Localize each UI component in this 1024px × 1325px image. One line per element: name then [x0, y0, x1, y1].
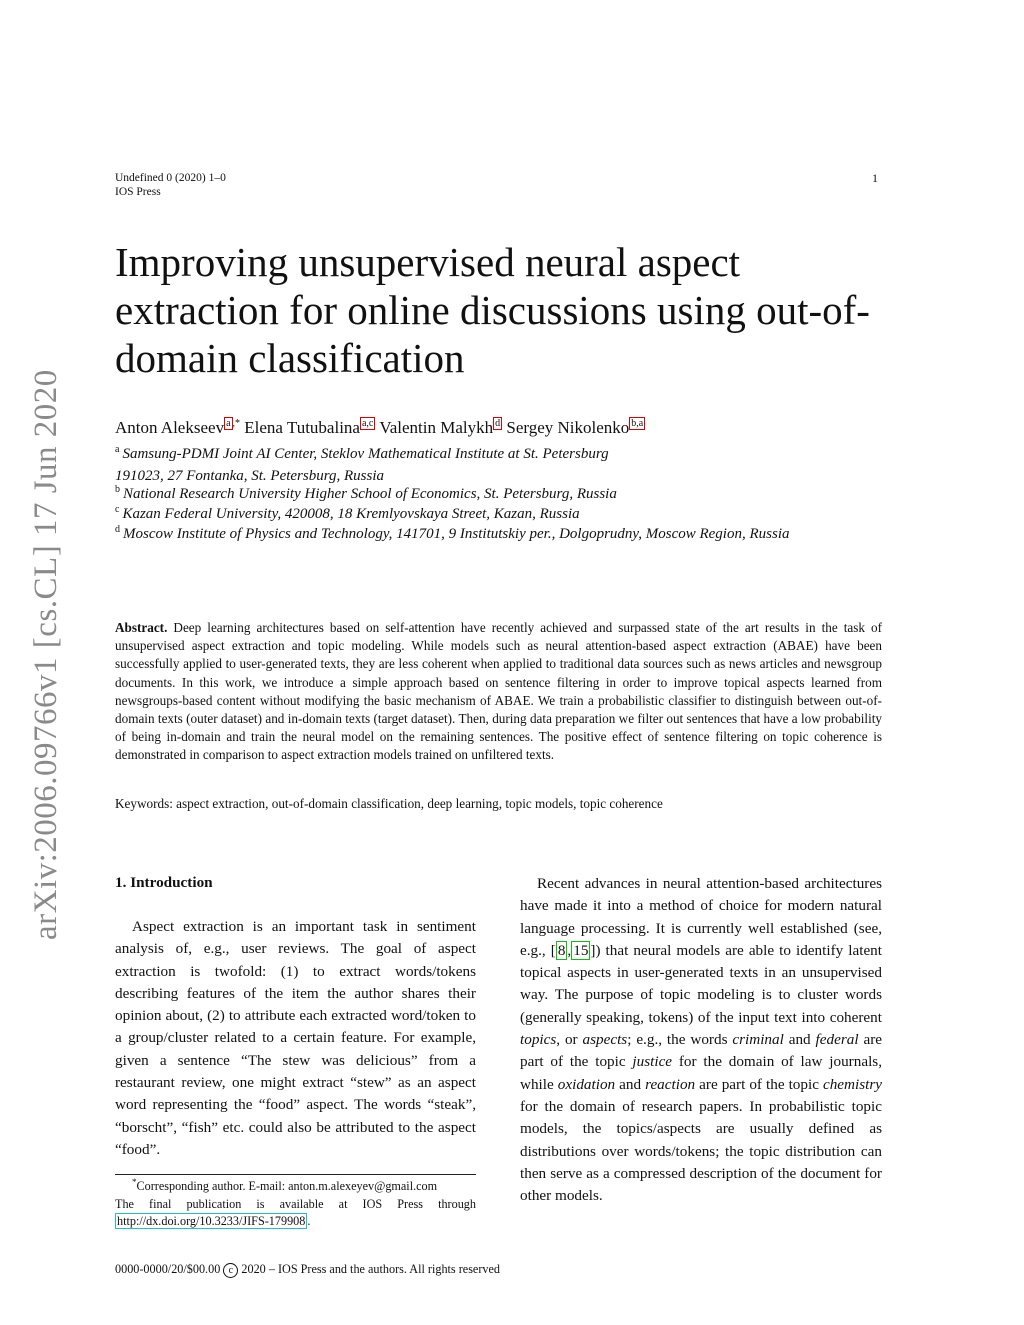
affiliation [115, 504, 895, 526]
affiliation [115, 484, 895, 506]
affiliation [115, 444, 895, 486]
affiliation-link[interactable]: a,c [361, 418, 374, 429]
affiliation-text: Kazan Federal University, 420008, 18 Kremlyovskaya Street, Kazan, Russia [122, 506, 580, 522]
footer-rights: 2020 – IOS Press and the authors. All rights reserved [241, 1262, 500, 1276]
keywords: Keywords: aspect extraction, out-of-domain classification, deep learning, topic models, topic coherence [115, 796, 663, 811]
doi-link[interactable]: http://dx.doi.org/10.3233/JIFS-179908 [117, 1214, 306, 1228]
affiliation-letter: b [115, 484, 120, 495]
affiliation-link[interactable]: a [226, 418, 231, 429]
paper-title: Improving unsupervised neural aspect extraction for online discussions using out-of-domain classification [115, 239, 870, 381]
affiliation-link[interactable]: d [495, 418, 501, 429]
affiliation-text: 191023, 27 Fontanka, St. Petersburg, Russia [115, 468, 385, 484]
text-run: and [615, 1075, 646, 1093]
affiliation-letter: d [115, 524, 120, 535]
footer-code: 0000-0000/20/$00.00 [115, 1262, 221, 1276]
italic-term: oxidation [557, 1075, 616, 1093]
running-header [115, 171, 226, 199]
journal-line: Undefined 0 (2020) 1–0 [115, 172, 226, 184]
author-name: Valentin Malykh [379, 418, 494, 437]
copyright-footer [115, 1262, 500, 1278]
abstract [115, 619, 882, 765]
italic-term: federal [815, 1031, 859, 1049]
footnote-end: . [307, 1214, 311, 1228]
section-heading: 1. Introduction [115, 874, 213, 891]
citation-link[interactable]: 15 [573, 941, 589, 959]
publisher: IOS Press [115, 186, 161, 198]
footnote-marker: * [132, 1177, 137, 1187]
text-run: ]) that neural models are able to identify latent topical aspects in user-generated texts in an unsupervised way. The purpose of topic modeling is to cluster words (generally speaking, tokens) of the input text into coherent [520, 941, 882, 1026]
affiliation-link[interactable]: b,a [631, 418, 644, 429]
text-run: , or [556, 1031, 583, 1049]
text-run: for the domain of law journals, while [520, 1053, 883, 1093]
text-run: are part of the topic [520, 1031, 882, 1071]
italic-term: criminal [732, 1031, 784, 1049]
affiliation [115, 524, 895, 546]
copyright-symbol [223, 1263, 238, 1278]
italic-term: justice [632, 1053, 673, 1071]
italic-term: aspects [582, 1031, 628, 1049]
footnote-publication: The final publication is available at IOS Press through [115, 1197, 476, 1211]
text-run: , [567, 941, 572, 959]
text-run: and [783, 1031, 816, 1049]
intro-paragraph-1: Aspect extraction is an important task in sentiment analysis of, e.g., user reviews. The goal of aspect extraction is twofold: (1) to extract words/tokens describing features of the item the author shares their opinion about, (2) to attribute each extracted word/token to a group/cluster related to a certain feature. For example, given a sentence “The stew was delicious” from a restaurant review, one might extract “stew” as an aspect word representing the “food” aspect. The words “steak”, “borscht”, “fish” etc. could also be attributed to the aspect “food”. [115, 918, 476, 1158]
text-run: for the domain of research papers. In probabilistic topic models, the topics/aspects are usually defined as distributions over words/tokens; the topic distribution can then serve as a compressed description of the document for other models. [520, 1097, 882, 1205]
italic-term: chemistry [822, 1075, 882, 1093]
affiliation-text: National Research University Higher School of Economics, St. Petersburg, Russia [123, 486, 617, 502]
footnote [115, 1178, 476, 1230]
affiliation-letter: c [115, 504, 120, 515]
text-run: ; e.g., the words [627, 1031, 733, 1049]
footnote-rule [115, 1174, 476, 1175]
author-name: Elena Tutubalina [244, 418, 360, 437]
footnote-corresponding: Corresponding author. E-mail: anton.m.alexeyev@gmail.com [136, 1179, 438, 1193]
abstract-label: Abstract. [115, 620, 168, 635]
text-run: Recent advances in neural attention-based architectures have made it into a method of choice for modern natural language processing. It is currently well established (see, e.g., [ [520, 875, 882, 959]
page-number: 1 [872, 171, 878, 185]
affiliation-letter: a [115, 444, 120, 455]
arxiv-stamp: arXiv:2006.09766v1 [cs.CL] 17 Jun 2020 [28, 369, 64, 940]
author-name: Sergey Nikolenko [506, 418, 630, 437]
affiliation-text: Samsung-PDMI Joint AI Center, Steklov Mathematical Institute at St. Petersburg [122, 446, 609, 462]
author-marker: ,* [232, 418, 241, 429]
author-list [115, 418, 645, 438]
abstract-text: Deep learning architectures based on self-attention have recently achieved and surpassed state of the art results in the task of unsupervised aspect extraction and topic modeling. While models such as neural attention-based aspect extraction (ABAE) have been successfully applied to user-generated texts, they are less coherent when applied to traditional data sources such as news articles and newsgroup documents. In this work, we introduce a simple approach based on sentence filtering in order to improve topical aspects learned from newsgroups-based content without modifying the basic mechanism of ABAE. We train a probabilistic classifier to distinguish between out-of-domain texts (outer dataset) and in-domain texts (target dataset). Then, during data preparation we filter out sentences that have a low probability of being in-domain and train the neural model on the remaining sentences. The positive effect of sentence filtering on topic coherence is demonstrated in comparison to aspect extraction models trained on unfiltered texts. [115, 620, 883, 763]
italic-term: topics [520, 1031, 557, 1049]
italic-term: reaction [645, 1075, 696, 1093]
intro-paragraph-2 [520, 873, 882, 1207]
affiliation-text: Moscow Institute of Physics and Technology, 141701, 9 Institutskiy per., Dolgoprudny, Moscow Region, Russia [123, 526, 790, 542]
text-run: are part of the topic [695, 1075, 823, 1093]
copyright-letter: c [228, 1265, 234, 1276]
citation-link[interactable]: 8 [557, 941, 566, 959]
author-name: Anton Alekseev [115, 418, 225, 437]
